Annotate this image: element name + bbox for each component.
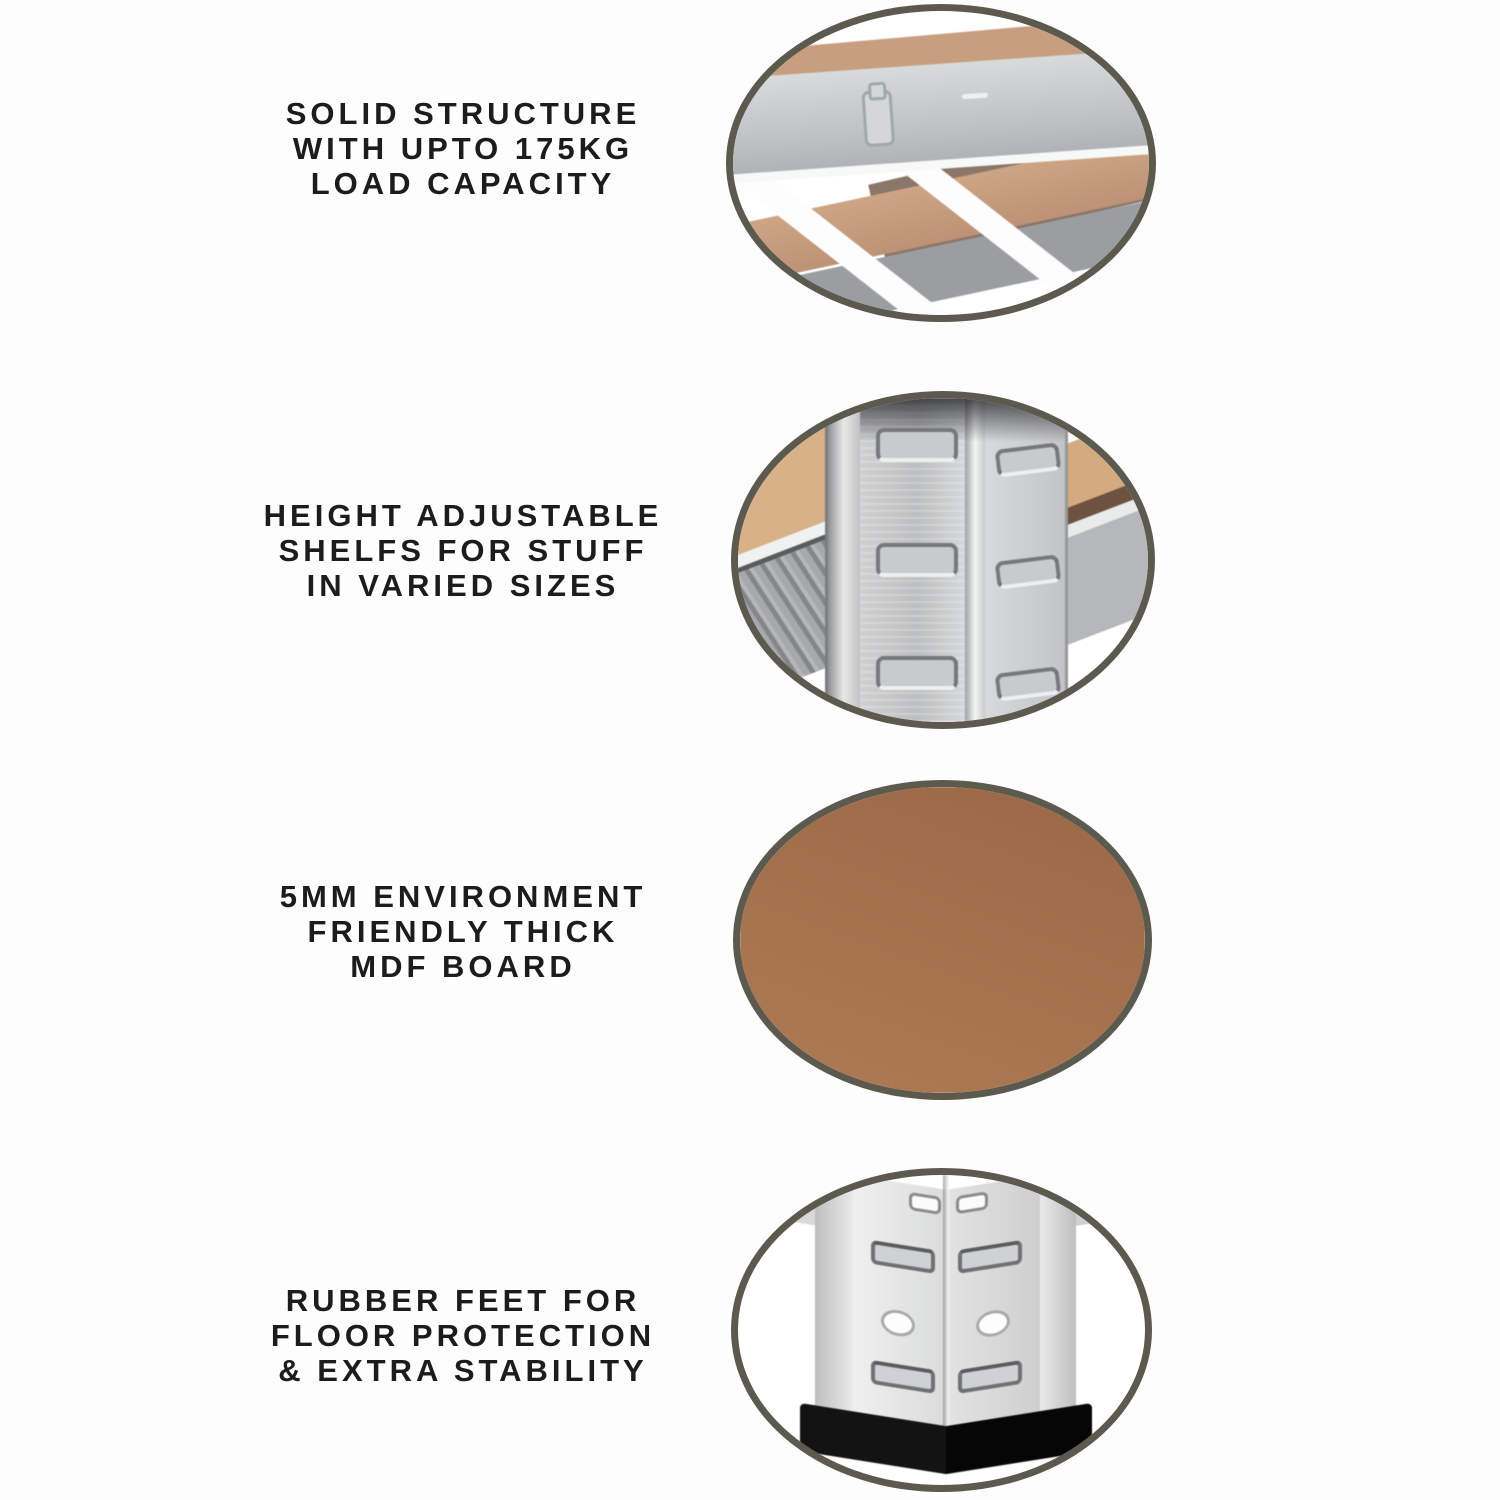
caption-line: & EXTRA STABILITY bbox=[278, 1353, 648, 1388]
caption-line: SHELFS FOR STUFF bbox=[278, 533, 648, 568]
post-corner-edge bbox=[943, 1175, 949, 1430]
bolt-hole bbox=[976, 1308, 1010, 1339]
adjustment-slot bbox=[871, 1240, 935, 1274]
adjustment-slot bbox=[871, 1360, 935, 1394]
post-corner-edge bbox=[965, 398, 985, 722]
feature-caption-mdf-board bbox=[203, 879, 723, 984]
shelf-underside-scene bbox=[733, 11, 1149, 315]
keyhole-notch bbox=[868, 82, 887, 101]
bolt-hole bbox=[881, 1307, 915, 1338]
caption-line: FRIENDLY THICK bbox=[307, 914, 619, 949]
shelf-underside-photo bbox=[726, 4, 1156, 322]
beam-highlight bbox=[962, 93, 988, 100]
adjustment-slot bbox=[876, 656, 958, 690]
mdf-board-edge-photo bbox=[733, 780, 1152, 1100]
upright-post-scene bbox=[738, 398, 1148, 722]
adjustment-slot bbox=[958, 1360, 1022, 1394]
adjustment-slot bbox=[876, 543, 958, 577]
keyhole-slot bbox=[861, 89, 895, 147]
caption-line: HEIGHT ADJUSTABLE bbox=[263, 498, 663, 533]
caption-line: 5MM ENVIRONMENT bbox=[279, 879, 647, 914]
mdf-and-metal-edge bbox=[733, 780, 1152, 1100]
caption-line: MDF BOARD bbox=[350, 949, 576, 984]
mdf-board-scene bbox=[740, 787, 1145, 1093]
rubber-foot-photo bbox=[731, 1168, 1152, 1492]
caption-line: WITH UPTO 175KG bbox=[292, 131, 634, 166]
post-flange-right bbox=[1040, 1175, 1076, 1425]
caption-line: SOLID STRUCTURE bbox=[285, 96, 641, 131]
feature-caption-height-adjustable bbox=[203, 498, 723, 603]
post-face-left bbox=[853, 1175, 946, 1448]
caption-line: IN VARIED SIZES bbox=[306, 568, 620, 603]
post-flange-left bbox=[815, 1175, 853, 1425]
top-notch-slot bbox=[909, 1192, 941, 1215]
upright-post-slots-photo bbox=[731, 391, 1155, 729]
caption-line: RUBBER FEET FOR bbox=[285, 1283, 641, 1318]
adjustment-slot bbox=[876, 428, 958, 462]
post-flange-left bbox=[825, 398, 863, 722]
feature-caption-load-capacity bbox=[203, 96, 723, 201]
caption-line: LOAD CAPACITY bbox=[310, 166, 616, 201]
caption-line: FLOOR PROTECTION bbox=[270, 1318, 656, 1353]
top-notch-slot bbox=[956, 1191, 988, 1214]
post-face-right bbox=[946, 1175, 1040, 1448]
rubber-foot-scene bbox=[738, 1175, 1145, 1485]
feature-caption-rubber-feet bbox=[203, 1283, 723, 1388]
adjustment-slot bbox=[958, 1240, 1022, 1274]
